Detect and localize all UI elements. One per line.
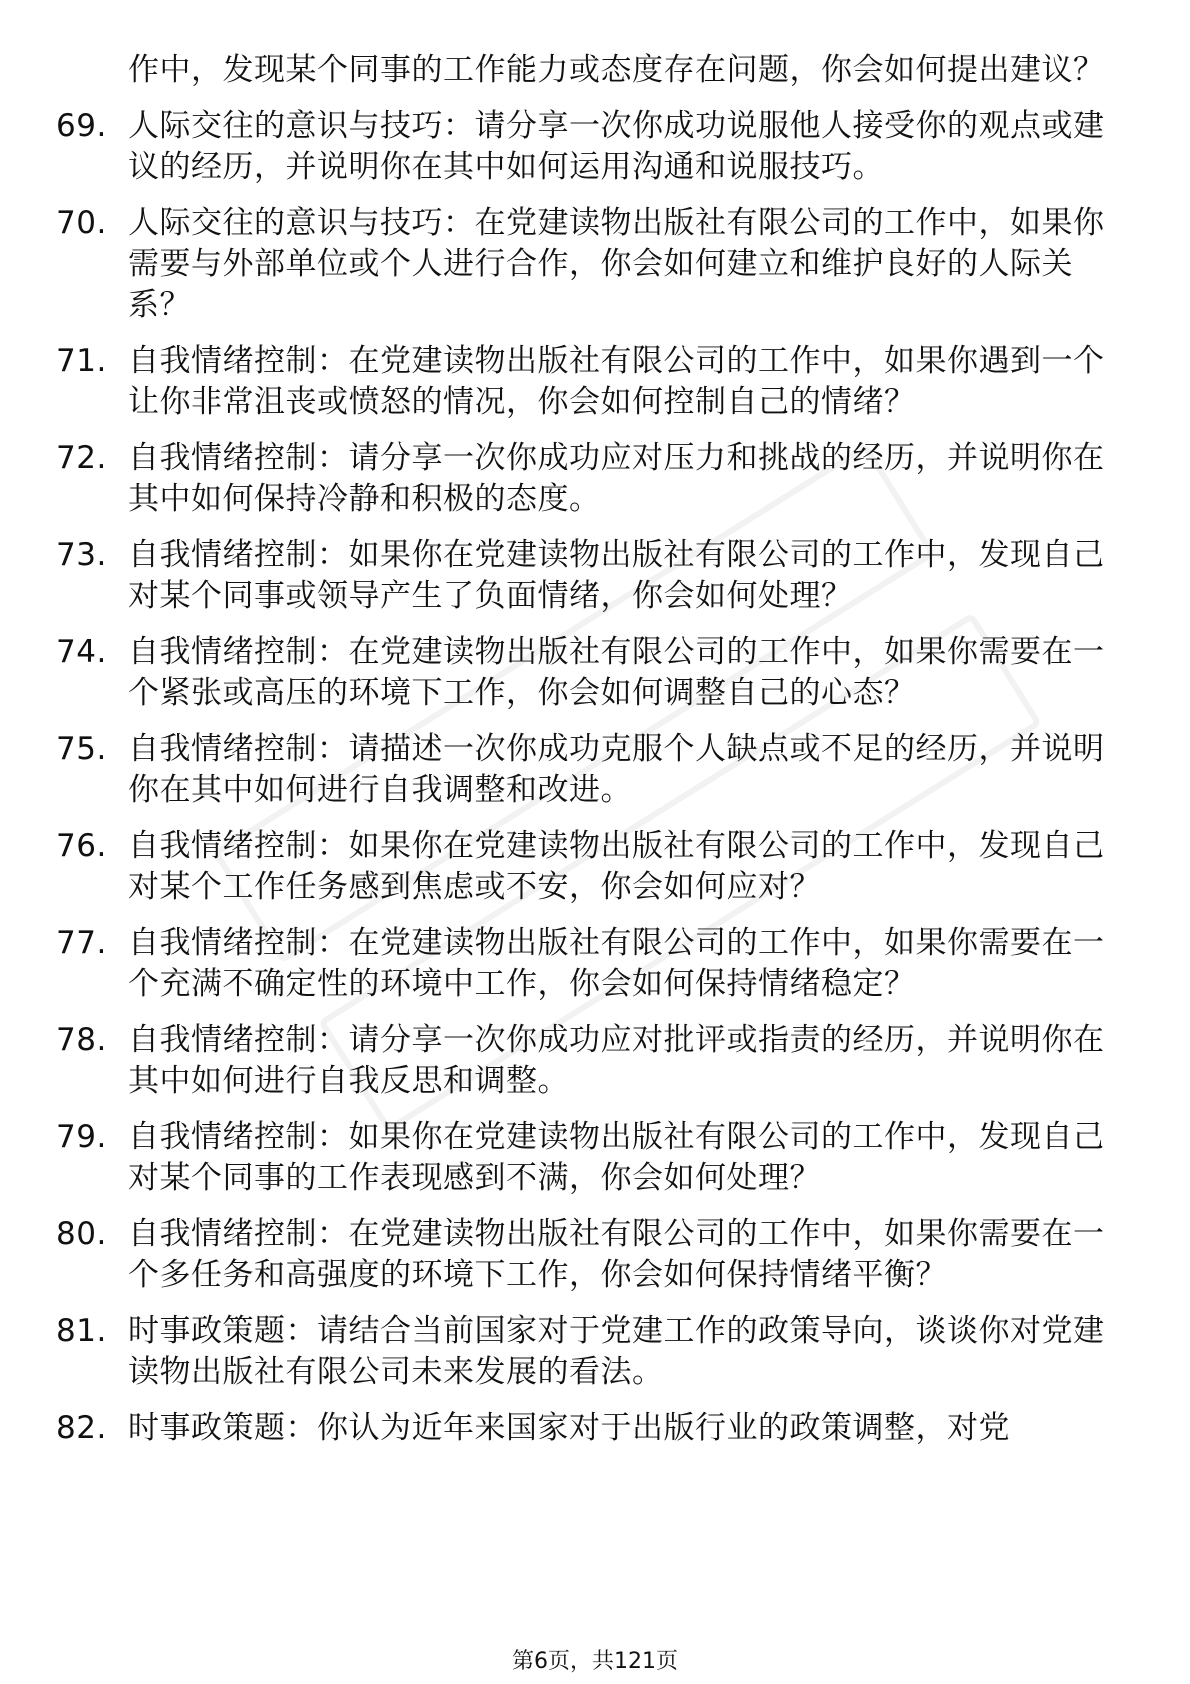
question-text: 自我情绪控制：在党建读物出版社有限公司的工作中，如果你需要在一个充满不确定性的环境中工作，你会如何保持情绪稳定？ <box>128 925 1105 1002</box>
question-text: 自我情绪控制：请分享一次你成功应对压力和挑战的经历，并说明你在其中如何保持冷静和积极的态度。 <box>128 440 1105 517</box>
question-text: 人际交往的意识与技巧：请分享一次你成功说服他人接受你的观点或建议的经历，并说明你在其中如何运用沟通和说服技巧。 <box>128 108 1105 185</box>
question-item <box>56 1311 1136 1393</box>
question-item <box>56 826 1136 908</box>
question-number: 72. <box>56 440 107 476</box>
question-item <box>56 923 1136 1005</box>
page-footer <box>0 1648 1190 1676</box>
question-item <box>56 438 1136 520</box>
question-text: 人际交往的意识与技巧：在党建读物出版社有限公司的工作中，如果你需要与外部单位或个人进行合作，你会如何建立和维护良好的人际关系？ <box>128 205 1105 323</box>
question-item <box>56 203 1136 326</box>
question-item <box>56 535 1136 617</box>
question-item <box>56 1214 1136 1296</box>
question-number: 75. <box>56 731 107 767</box>
question-number: 79. <box>56 1119 107 1155</box>
question-item <box>56 1408 1136 1449</box>
question-item <box>56 1020 1136 1102</box>
question-text: 自我情绪控制：请分享一次你成功应对批评或指责的经历，并说明你在其中如何进行自我反思和调整。 <box>128 1022 1105 1099</box>
page-number-label: 第6页，共121页 <box>512 1649 678 1674</box>
question-text: 自我情绪控制：如果你在党建读物出版社有限公司的工作中，发现自己对某个同事或领导产生了负面情绪，你会如何处理？ <box>128 537 1105 614</box>
question-number: 77. <box>56 925 107 961</box>
question-number: 71. <box>56 343 107 379</box>
question-item <box>56 1117 1136 1199</box>
question-text: 自我情绪控制：如果你在党建读物出版社有限公司的工作中，发现自己对某个工作任务感到焦虑或不安，你会如何应对？ <box>128 828 1105 905</box>
question-text: 自我情绪控制：在党建读物出版社有限公司的工作中，如果你需要在一个多任务和高强度的环境下工作，你会如何保持情绪平衡？ <box>128 1216 1105 1293</box>
question-number: 70. <box>56 205 107 241</box>
document-body <box>56 50 1136 1449</box>
question-text: 时事政策题：请结合当前国家对于党建工作的政策导向，谈谈你对党建读物出版社有限公司未来发展的看法。 <box>128 1313 1105 1390</box>
question-item <box>56 106 1136 188</box>
question-number: 74. <box>56 634 107 670</box>
question-text: 自我情绪控制：如果你在党建读物出版社有限公司的工作中，发现自己对某个同事的工作表现感到不满，你会如何处理？ <box>128 1119 1105 1196</box>
continued-question-text: 作中，发现某个同事的工作能力或态度存在问题，你会如何提出建议？ <box>128 52 1105 88</box>
question-number: 69. <box>56 108 107 144</box>
question-text: 自我情绪控制：在党建读物出版社有限公司的工作中，如果你遇到一个让你非常沮丧或愤怒的情况，你会如何控制自己的情绪？ <box>128 343 1105 420</box>
question-text: 自我情绪控制：请描述一次你成功克服个人缺点或不足的经历，并说明你在其中如何进行自我调整和改进。 <box>128 731 1105 808</box>
question-number: 73. <box>56 537 107 573</box>
question-item <box>56 729 1136 811</box>
question-number: 76. <box>56 828 107 864</box>
question-number: 81. <box>56 1313 107 1349</box>
question-number: 80. <box>56 1216 107 1252</box>
question-number: 82. <box>56 1410 107 1446</box>
question-list <box>56 106 1136 1449</box>
question-item <box>56 632 1136 714</box>
question-text: 自我情绪控制：在党建读物出版社有限公司的工作中，如果你需要在一个紧张或高压的环境下工作，你会如何调整自己的心态？ <box>128 634 1105 711</box>
question-text: 时事政策题：你认为近年来国家对于出版行业的政策调整，对党 <box>128 1410 1010 1446</box>
question-number: 78. <box>56 1022 107 1058</box>
question-item <box>56 341 1136 423</box>
